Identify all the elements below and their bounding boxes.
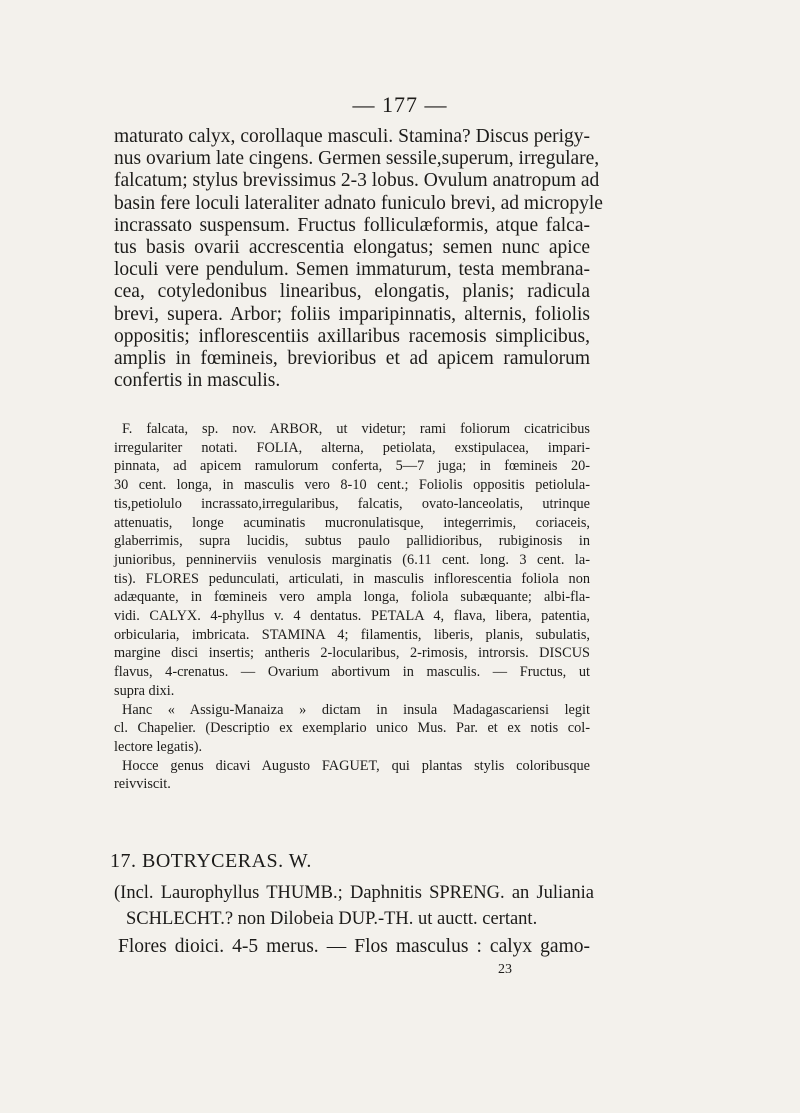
desc-line: margine disci insertis; antheris 2-locularibus, 2-rimosis, introrsis. DISCUS — [114, 645, 590, 662]
text-line: nus ovarium late cingens. Germen sessile,superum, irregulare, — [114, 148, 600, 170]
printer-signature: 23 — [498, 962, 512, 977]
desc-line: flavus, 4-crenatus. — Ovarium abortivum in masculis. — Fructus, ut — [114, 664, 590, 681]
genus-description-paragraph — [114, 126, 603, 392]
desc-line: attenuatis, longe acuminatis mucronulatisque, integerrimis, coriaceis, — [114, 514, 590, 531]
genus-heading: 17. BOTRYCERAS. W. — [110, 850, 312, 872]
desc-line: junioribus, penninerviis venulosis marginatis (6.11 cent. long. 3 cent. la- — [114, 551, 590, 568]
text-line: oppositis; inflorescentiis axillaribus racemosis simplicibus, — [114, 325, 590, 347]
text-line: confertis in masculis. — [114, 370, 281, 392]
text-line: cea, cotyledonibus linearibus, elongatis, planis; radicula — [114, 281, 590, 303]
desc-line: reivviscit. — [114, 776, 171, 793]
flowers-text-line: Flores dioici. 4-5 merus. — Flos masculus : calyx gamo- — [118, 936, 590, 957]
desc-line: 30 cent. longa, in masculis vero 8-10 cent.; Foliolis oppositis petiolula- — [114, 477, 590, 494]
text-line: incrassato suspensum. Fructus folliculæformis, atque falca- — [114, 214, 590, 236]
text-line: brevi, supera. Arbor; foliis imparipinnatis, alternis, foliolis — [114, 303, 590, 325]
desc-line: Hocce genus dicavi Augusto FAGUET, qui plantas stylis coloribusque — [122, 757, 590, 774]
synonymy-line: (Incl. Laurophyllus THUMB.; Daphnitis SPRENG. an Juliania — [114, 883, 594, 903]
text-line: tus basis ovarii accrescentia elongatus; semen nunc apice — [114, 237, 590, 259]
text-line: amplis in fœmineis, brevioribus et ad apicem ramulorum — [114, 348, 590, 370]
desc-line: pinnata, ad apicem ramulorum conferta, 5—7 juga; in fœmineis 20- — [114, 458, 590, 475]
desc-line: tis,petiolulo incrassato,irregularibus, falcatis, ovato-lanceolatis, utrinque — [114, 495, 590, 512]
desc-line: supra dixi. — [114, 682, 175, 699]
desc-line: adæquante, in fœmineis vero ampla longa, foliola subæquante; albi-fla- — [114, 589, 590, 606]
text-line: loculi vere pendulum. Semen immaturum, testa membrana- — [114, 259, 590, 281]
synonymy-note — [114, 880, 594, 932]
desc-line: lectore legatis). — [114, 738, 203, 755]
desc-line: vidi. CALYX. 4-phyllus v. 4 dentatus. PETALA 4, flava, libera, patentia, — [114, 608, 590, 625]
desc-line: glaberrimis, supra lucidis, subtus paulo pallidioribus, rubiginosis in — [114, 533, 590, 550]
synonymy-line: SCHLECHT.? non Dilobeia DUP.-TH. ut auctt. certant. — [126, 909, 538, 929]
desc-line: Hanc « Assigu-Manaiza » dictam in insula Madagascariensi legit — [122, 701, 590, 718]
text-line: maturato calyx, corollaque masculi. Stamina? Discus perigy- — [114, 126, 590, 147]
desc-line: cl. Chapelier. (Descriptio ex exemplario unico Mus. Par. et ex notis col- — [114, 720, 590, 737]
text-line: falcatum; stylus brevissimus 2-3 lobus. Ovulum anatropum ad — [114, 170, 600, 192]
page-number: — 177 — — [352, 92, 448, 117]
desc-line: irregulariter notati. FOLIA, alterna, petiolata, exstipulacea, impari- — [114, 439, 590, 456]
desc-line: F. falcata, sp. nov. ARBOR, ut videtur; rami foliorum cicatricibus — [122, 421, 590, 437]
desc-line: tis). FLORES pedunculati, articulati, in masculis inflorescentia foliola non — [114, 570, 590, 587]
desc-line: orbicularia, imbricata. STAMINA 4; filamentis, liberis, planis, subulatis, — [114, 626, 590, 643]
species-description — [114, 420, 590, 794]
text-line: basin fere loculi lateraliter adnato funiculo brevi, ad micropyle — [114, 192, 603, 214]
